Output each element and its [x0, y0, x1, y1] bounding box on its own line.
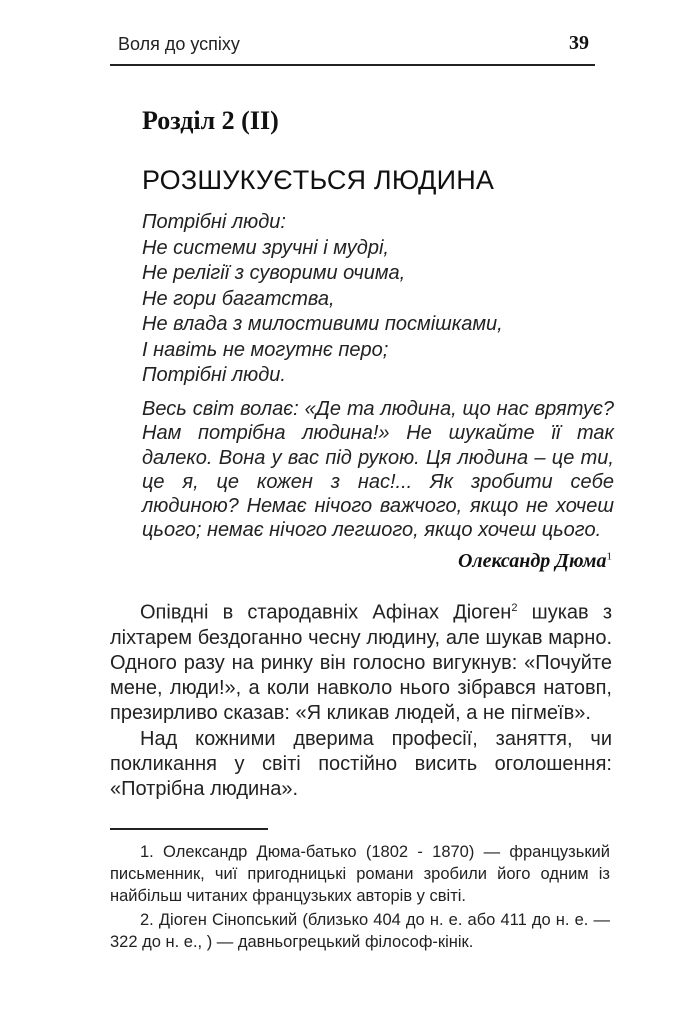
poem-line: Потрібні люди.	[142, 364, 286, 386]
body-text	[110, 596, 612, 802]
running-title: Воля до успіху	[118, 34, 240, 54]
paragraph	[110, 596, 612, 727]
poem-line: Не влада з милостивими посмішками,	[142, 313, 503, 335]
poem-line: І навіть не могутнє перо;	[142, 338, 389, 361]
footnote-divider	[110, 828, 268, 830]
footnotes	[110, 841, 610, 953]
poem-line: Потрібні люди:	[142, 211, 286, 233]
poem-line: Не релігії з суворими очима,	[142, 262, 406, 284]
poem-line: Не системи зручні і мудрі,	[142, 236, 389, 259]
footnote: 2. Діоген Сінопський (близько 404 до н. е. або 411 до н. е. — 322 до н. е., ) — давньогрецький філософ-кінік.	[110, 911, 610, 951]
epigraph-poem	[142, 210, 503, 389]
paragraph-text: шукав з ліхтарем бездоганно чесну людину, але шукав марно. Одного разу на ринку він голосно вигукнув: «Почуйте мене, люди!», а коли навколо нього зібрався натовп, презирливо сказав: «Я кликав людей, а не пігмеїв».	[110, 601, 613, 725]
page-header	[110, 30, 595, 66]
chapter-title: РОЗШУКУЄТЬСЯ ЛЮДИНА	[142, 165, 495, 195]
footnote-ref: 1	[606, 550, 612, 563]
paragraph: Над кожними дверима професії, заняття, чи покликання у світі постійно висить оголошення: «Потрібна людина».	[110, 727, 612, 801]
epigraph-quote: Весь світ волає: «Де та людина, що нас врятує? Нам потрібна людина!» Не шукайте її так далеко. Вона у вас під рукою. Ця людина – це ти, це я, це кожен з нас!... Як зробити себе людиною? Немає нічого важчого, якщо не хочеш цього; немає нічого легшого, якщо хочеш цього.	[142, 398, 614, 542]
quote-author-name: Олександр Дюма	[457, 550, 607, 572]
page-number: 39	[569, 32, 589, 54]
paragraph-text: Опівдні в стародавніх Афінах Діоген	[140, 601, 512, 624]
quote-author	[458, 550, 612, 573]
poem-line: Не гори багатства,	[142, 287, 335, 310]
chapter-label: Розділ 2 (II)	[142, 106, 279, 135]
footnote: 1. Олександр Дюма-батько (1802 - 1870) — французький письменник, чиї пригодницькі романи зробили його одним із найбільш читаних французьких авторів у світі.	[110, 843, 610, 905]
footnote-ref: 2	[511, 602, 518, 614]
